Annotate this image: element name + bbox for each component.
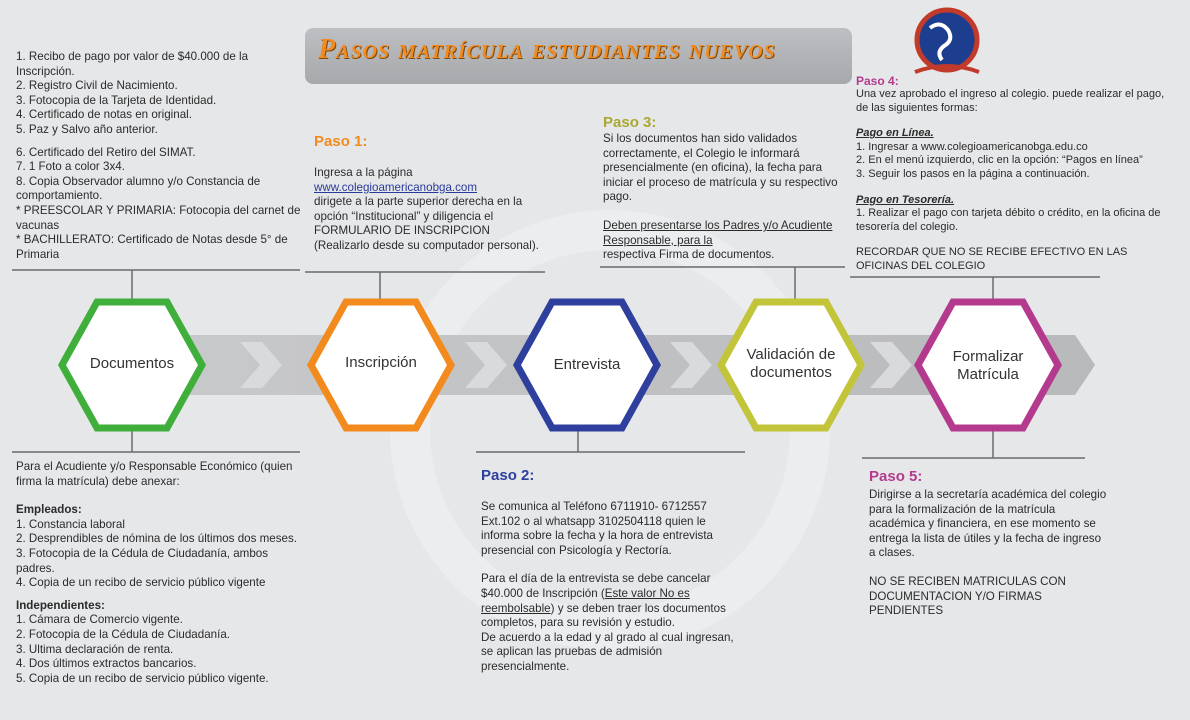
paso4-text bbox=[856, 88, 1174, 274]
pago-tesoreria-heading: Pago en Tesorería. bbox=[856, 193, 955, 206]
list-item: * BACHILLERATO: Certificado de Notas desde 5° de Primaria bbox=[16, 233, 288, 261]
paso4-title: Paso 4: bbox=[856, 74, 899, 88]
paso1-line: Ingresa a la página bbox=[314, 166, 413, 179]
stage-label-inscripcion: Inscripción bbox=[345, 354, 417, 371]
paso4-note: RECORDAR QUE NO SE RECIBE EFECTIVO EN LAS OFICINAS DEL COLEGIO bbox=[856, 246, 1128, 272]
paso3-p2: respectiva Firma de documentos. bbox=[603, 248, 775, 262]
paso1-body: dirigete a la parte superior derecha en la opción “Institucional” y diligencia el FORMULARIO DE INSCRIPCION (Realizarlo desde su computador personal). bbox=[314, 195, 539, 252]
list-item: 2. Registro Civil de Nacimiento. bbox=[16, 79, 178, 93]
paso2-title: Paso 2: bbox=[481, 467, 535, 484]
list-item: 3. Fotocopia de la Tarjeta de Identidad. bbox=[16, 93, 217, 107]
acudiente-section bbox=[16, 460, 306, 686]
list-item: 1. Realizar el pago con tarjeta débito o crédito, en la oficina de tesorería del colegio. bbox=[856, 207, 1161, 233]
independientes-heading: Independientes: bbox=[16, 598, 105, 612]
paso3-text bbox=[603, 132, 843, 263]
page-title: Pasos matrícula estudiantes nuevos bbox=[318, 34, 776, 65]
list-item: 2. Desprendibles de nómina de los últimos dos meses. bbox=[16, 532, 297, 546]
paso2-p3: De acuerdo a la edad y al grado al cual ingresan, se aplican las pruebas de admisión presencialmente. bbox=[481, 630, 734, 673]
stage-label-validacion: Validación de documentos bbox=[746, 346, 836, 381]
list-item: 5. Copia de un recibo de servicio público vigente. bbox=[16, 671, 269, 685]
paso3-p2u: Deben presentarse los Padres y/o Acudiente Responsable, para la bbox=[603, 218, 833, 247]
school-logo bbox=[915, 10, 979, 72]
paso5-title: Paso 5: bbox=[869, 468, 923, 485]
paso1-text bbox=[314, 166, 546, 254]
list-item: * PREESCOLAR Y PRIMARIA: Fotocopia del carnet de vacunas bbox=[16, 203, 301, 232]
list-item: 1. Ingresar a www.colegioamericanobga.edu.co bbox=[856, 140, 1088, 153]
paso4-intro: Una vez aprobado el ingreso al colegio. puede realizar el pago, de las siguientes formas: bbox=[856, 88, 1165, 114]
paso1-title: Paso 1: bbox=[314, 133, 368, 150]
paso3-p1: Si los documentos han sido validados correctamente, el Colegio le informará presencialmente (en oficina), la fecha para iniciar el proceso de matrícula y su respectivo pago. bbox=[603, 132, 838, 204]
paso2-p2a: Para el día de la entrevista se debe cancelar $40.000 de Inscripción ( bbox=[481, 572, 711, 600]
paso2-p2b: ) y se deben traer los documentos completos, para su revisión y estudio. bbox=[481, 601, 726, 630]
paso5-p2: NO SE RECIBEN MATRICULAS CON DOCUMENTACION Y/O FIRMAS PENDIENTES bbox=[869, 574, 1066, 618]
stage-label-entrevista: Entrevista bbox=[553, 356, 621, 373]
paso5-text bbox=[869, 488, 1109, 619]
list-item: 2. Fotocopia de la Cédula de Ciudadanía. bbox=[16, 627, 230, 641]
list-item: 4. Copia de un recibo de servicio público vigente bbox=[16, 576, 266, 590]
list-item: 1. Recibo de pago por valor de $40.000 de la Inscripción. bbox=[16, 50, 249, 78]
paso2-p2u: Este valor No es reembolsable bbox=[481, 586, 690, 615]
paso2-p1: Se comunica al Teléfono 6711910- 6712557 Ext.102 o al whatsapp 3102504118 quien le informa sobre la fecha y la hora de entrevista presencial con Psicología y Rectoría. bbox=[481, 500, 713, 557]
paso2-p2 bbox=[481, 572, 741, 630]
list-item: 3. Seguir los pasos en la página a continuación. bbox=[856, 167, 1090, 180]
list-item: 3. Ultima declaración de renta. bbox=[16, 642, 174, 656]
stage-label-documentos: Documentos bbox=[89, 355, 175, 372]
website-link[interactable]: www.colegioamericanobga.com bbox=[314, 180, 478, 194]
list-item: 4. Certificado de notas en original. bbox=[16, 108, 192, 122]
list-item: 3. Fotocopia de la Cédula de Ciudadanía, ambos padres. bbox=[16, 546, 269, 575]
list-item: 8. Copia Observador alumno y/o Constancia de comportamiento. bbox=[16, 174, 261, 203]
empleados-heading: Empleados: bbox=[16, 503, 82, 517]
list-item: 2. En el menú izquierdo, clic en la opción: “Pagos en línea” bbox=[856, 154, 1143, 167]
list-item: 6. Certificado del Retiro del SIMAT. bbox=[16, 145, 196, 159]
list-item: 5. Paz y Salvo año anterior. bbox=[16, 122, 158, 136]
paso5-p1: Dirigirse a la secretaría académica del colegio para la formalización de la matrícula académica y financiera, en ese momento se entrega la lista de útiles y la fecha de ingreso a clases. bbox=[869, 488, 1107, 560]
list-item: 7. 1 Foto a color 3x4. bbox=[16, 160, 125, 174]
paso3-title: Paso 3: bbox=[603, 114, 657, 131]
list-item: 1. Cámara de Comercio vigente. bbox=[16, 613, 183, 627]
list-item: 1. Constancia laboral bbox=[16, 517, 125, 531]
pago-linea-heading: Pago en Línea. bbox=[856, 127, 934, 140]
documents-list bbox=[16, 50, 302, 262]
paso2-text bbox=[481, 500, 741, 675]
acudiente-intro: Para el Acudiente y/o Responsable Económico (quien firma la matrícula) debe anexar: bbox=[16, 460, 293, 488]
list-item: 4. Dos últimos extractos bancarios. bbox=[16, 657, 197, 671]
stage-label-formalizar: Formalizar Matrícula bbox=[952, 348, 1024, 383]
